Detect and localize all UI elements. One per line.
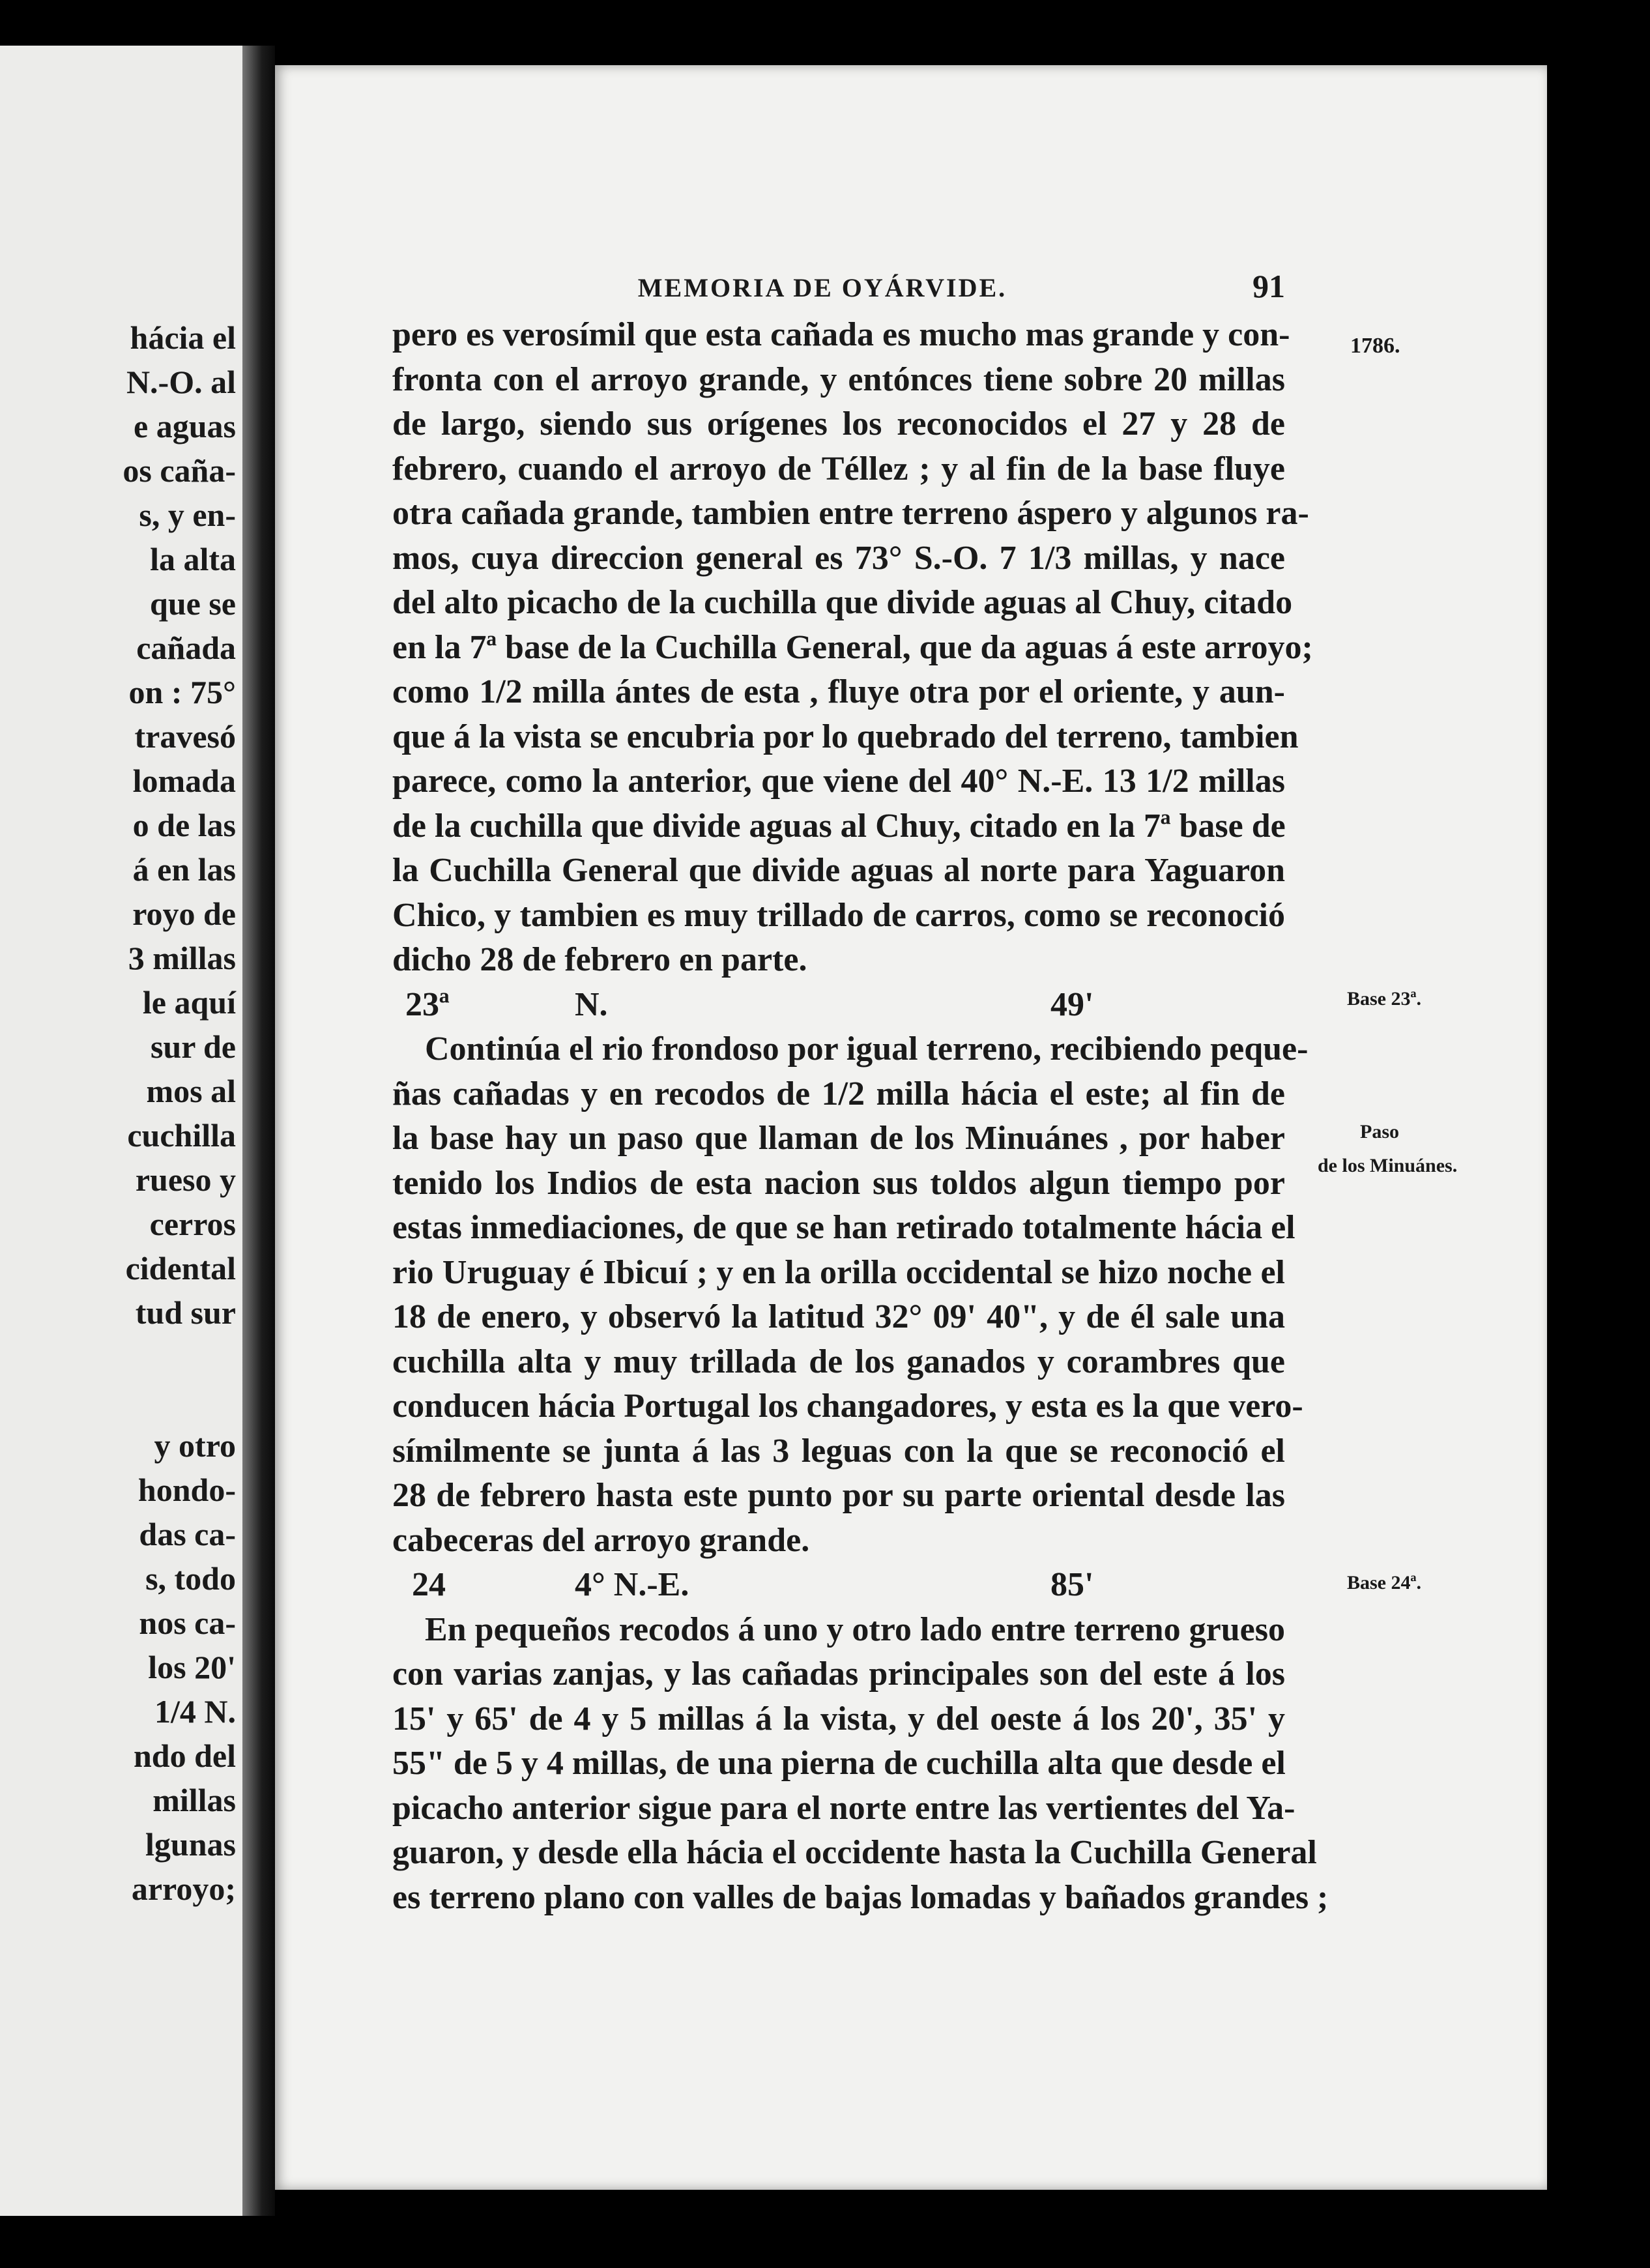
- text-line: 15' y 65' de 4 y 5 millas á la vista, y del oeste á los 20', 35' y: [392, 1700, 1285, 1737]
- left-page-line: s, y en-: [139, 497, 236, 533]
- left-page-line: on : 75°: [128, 674, 236, 710]
- left-page-line: y otro: [154, 1427, 236, 1464]
- left-page-line: travesó: [134, 718, 236, 755]
- left-page-line: o de las: [132, 807, 236, 843]
- left-page-line: millas: [152, 1782, 236, 1818]
- margin-year: 1786.: [1350, 334, 1400, 358]
- left-page-line: 3 millas: [128, 940, 236, 976]
- paragraph-1: [392, 313, 1313, 983]
- margin-paso-minuanes: de los Minuánes.: [1318, 1155, 1458, 1176]
- left-page: [0, 46, 242, 2216]
- text-line: ñas cañadas y en recodos de 1/2 milla hácia el este; al fin de: [392, 1075, 1285, 1112]
- base-24-heading: [392, 1563, 1285, 1608]
- text-line: dicho 28 de febrero en parte.: [392, 941, 807, 978]
- left-page-line: los 20': [148, 1649, 236, 1685]
- text-line: febrero, cuando el arroyo de Téllez ; y al fin de la base fluye: [392, 450, 1285, 487]
- base-direction: 4° N.-E.: [575, 1566, 689, 1603]
- left-page-line: arroyo;: [131, 1870, 236, 1907]
- right-page: [275, 65, 1547, 2190]
- text-line: parece, como la anterior, que viene del 40° N.-E. 13 1/2 millas: [392, 763, 1285, 800]
- left-page-line: lomada: [132, 763, 236, 799]
- text-line: del alto picacho de la cuchilla que divide aguas al Chuy, citado: [392, 584, 1293, 621]
- left-page-line: cuchilla: [127, 1117, 236, 1154]
- text-line: 28 de febrero hasta este punto por su parte oriental desde las: [392, 1477, 1285, 1514]
- base-number: 24: [412, 1566, 446, 1603]
- text-line: 18 de enero, y observó la latitud 32° 09' 40", y de él sale una: [392, 1298, 1285, 1335]
- text-line: Chico, y tambien es muy trillado de carros, como se reconoció: [392, 896, 1285, 934]
- text-line: símilmente se junta á las 3 leguas con la que se reconoció el: [392, 1432, 1285, 1470]
- left-page-line: que se: [150, 585, 236, 622]
- left-page-line: lgunas: [145, 1826, 236, 1863]
- text-line: como 1/2 milla ántes de esta , fluye otra por el oriente, y aun-: [392, 673, 1285, 710]
- text-line: cabeceras del arroyo grande.: [392, 1521, 810, 1559]
- text-line: de largo, siendo sus orígenes los reconocidos el 27 y 28 de: [392, 405, 1285, 443]
- left-page-line: mos al: [146, 1073, 236, 1109]
- text-line: mos, cuya direccion general es 73° S.-O. 7 1/3 millas, y nace: [392, 539, 1285, 577]
- left-page-line: sur de: [150, 1028, 236, 1065]
- left-page-line: á en las: [132, 851, 236, 888]
- paragraph-2: [392, 1027, 1309, 1563]
- margin-paso: Paso: [1360, 1121, 1399, 1142]
- base-23-heading: [392, 983, 1285, 1028]
- text-line: conducen hácia Portugal los changadores, y esta es la que vero-: [392, 1388, 1303, 1425]
- base-distance: 85': [1050, 1566, 1094, 1603]
- base-number: 23ª: [405, 985, 450, 1023]
- text-line: 55" de 5 y 4 millas, de una pierna de cuchilla alta que desde el: [392, 1745, 1286, 1782]
- text-line: pero es verosímil que esta cañada es mucho mas grande y con-: [392, 316, 1290, 353]
- text-line: Continúa el rio frondoso por igual terreno, recibiendo peque-: [425, 1030, 1309, 1068]
- text-line: estas inmediaciones, de que se han retirado totalmente hácia el: [392, 1209, 1295, 1246]
- text-line: la Cuchilla General que divide aguas al norte para Yaguaron: [392, 852, 1285, 889]
- left-page-line: os caña-: [123, 452, 236, 489]
- left-page-line: royo de: [132, 895, 236, 932]
- text-line: es terreno plano con valles de bajas lomadas y bañados grandes ;: [392, 1878, 1329, 1916]
- left-page-line: 1/4 N.: [154, 1693, 236, 1730]
- base-direction: N.: [575, 985, 608, 1023]
- paragraph-3: [392, 1608, 1329, 1921]
- left-page-line: ndo del: [133, 1737, 236, 1774]
- base-distance: 49': [1050, 985, 1094, 1023]
- left-page-line: N.-O. al: [126, 364, 236, 400]
- body-text: [392, 313, 1329, 1920]
- text-line: cuchilla alta y muy trillada de los ganados y corambres que: [392, 1343, 1285, 1380]
- left-page-line: tud sur: [135, 1294, 236, 1331]
- text-line: de la cuchilla que divide aguas al Chuy, citado en la 7ª base de: [392, 807, 1286, 845]
- text-line: guaron, y desde ella hácia el occidente hasta la Cuchilla General: [392, 1834, 1317, 1871]
- running-title: MEMORIA DE OYÁRVIDE.: [637, 273, 1007, 302]
- book-gutter: [242, 46, 275, 2216]
- left-page-line: cañada: [136, 630, 236, 666]
- text-line: con varias zanjas, y las cañadas principales son del este á los: [392, 1655, 1285, 1693]
- left-page-line: rueso y: [135, 1161, 236, 1198]
- left-page-line: nos ca-: [139, 1605, 236, 1641]
- text-line: picacho anterior sigue para el norte entre las vertientes del Ya-: [392, 1789, 1295, 1827]
- text-line: otra cañada grande, tambien entre terreno áspero y algunos ra-: [392, 495, 1309, 532]
- left-page-line: e aguas: [134, 408, 236, 444]
- page-number: 91: [1252, 268, 1285, 304]
- left-page-line: la alta: [150, 541, 236, 577]
- left-page-line: hondo-: [138, 1472, 236, 1508]
- text-line: tenido los Indios de esta nacion sus toldos algun tiempo por: [392, 1164, 1285, 1202]
- left-page-line: cerros: [149, 1206, 236, 1242]
- text-line: la base hay un paso que llaman de los Minuánes , por haber: [392, 1120, 1285, 1157]
- text-line: que á la vista se encubria por lo quebrado del terreno, tambien: [392, 718, 1299, 755]
- text-line: rio Uruguay é Ibicuí ; y en la orilla occidental se hizo noche el: [392, 1253, 1285, 1291]
- left-page-line: hácia el: [130, 319, 236, 356]
- left-page-line: cidental: [125, 1250, 236, 1287]
- page-header: [275, 267, 1547, 306]
- left-page-line: das ca-: [139, 1516, 236, 1552]
- text-line: en la 7ª base de la Cuchilla General, que da aguas á este arroyo;: [392, 628, 1313, 666]
- left-page-line: s, todo: [145, 1560, 236, 1597]
- left-page-line: le aquí: [142, 984, 236, 1021]
- margin-base-23: Base 23ª.: [1347, 988, 1421, 1010]
- text-line: fronta con el arroyo grande, y entónces tiene sobre 20 millas: [392, 360, 1285, 398]
- text-line: En pequeños recodos á uno y otro lado entre terreno grueso: [425, 1610, 1285, 1648]
- margin-base-24: Base 24ª.: [1347, 1572, 1421, 1593]
